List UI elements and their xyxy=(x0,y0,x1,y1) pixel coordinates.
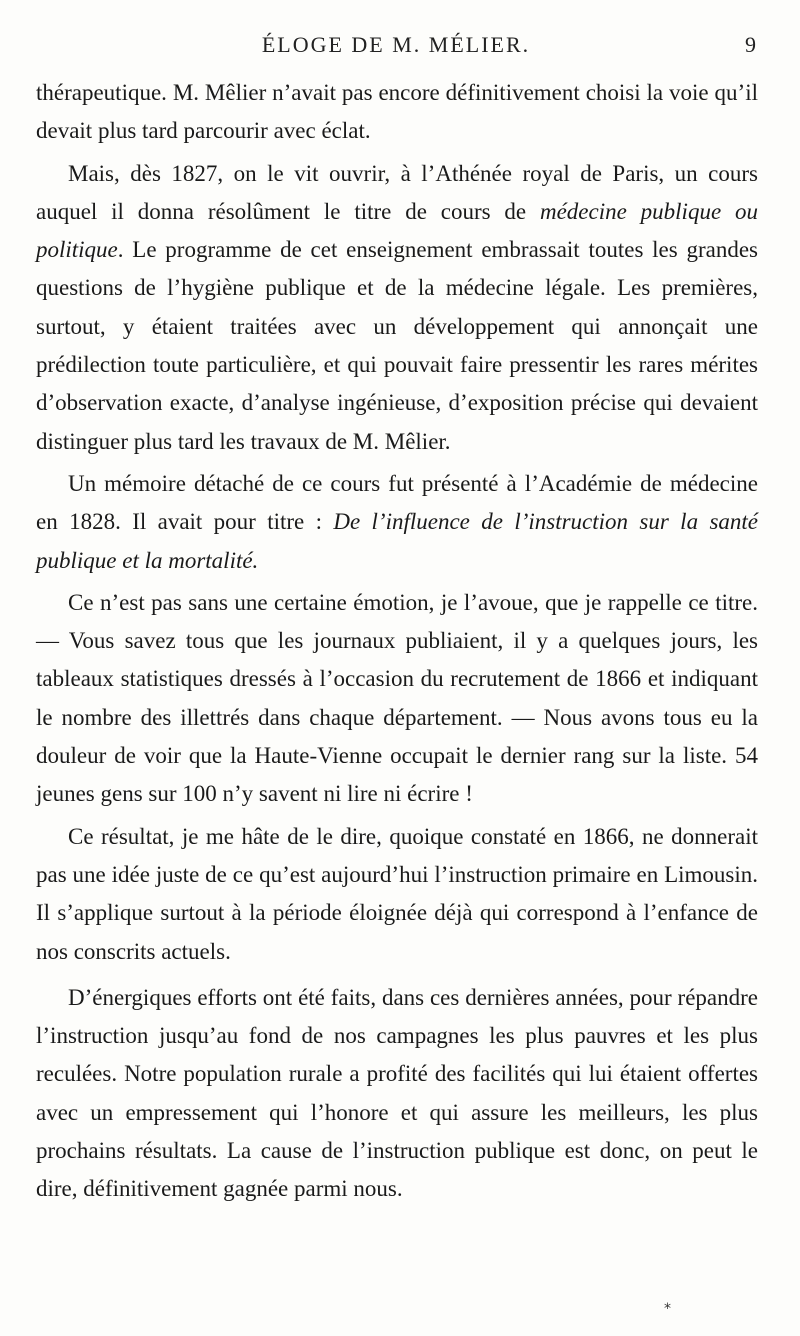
running-head xyxy=(36,30,756,64)
italic-course-title: médecine publique ou politique xyxy=(36,198,758,263)
text-segment: Ce n’est pas sans une certaine émotion, je l’avoue, que je rappelle ce titre. — Vous savez tous que les journaux publiaient, il y a quelques jours, les tableaux statistiques dressés à l’occasion du recrutement de 1866 et indiquant le nombre des illettrés dans chaque département. — Nous avons tous eu la douleur de voir que la Haute-Vienne occupait le dernier rang sur la liste. 54 jeunes gens sur 100 n’y savent ni lire ni écrire ! xyxy=(36,589,758,807)
paragraph-memoire-1828 xyxy=(36,465,758,580)
page-number: 9 xyxy=(745,32,756,57)
paragraph-continuation xyxy=(36,74,758,151)
text-segment: D’énergiques efforts ont été faits, dans ces dernières années, pour répandre l’instruction jusqu’au fond de nos campagnes les plus pauvres et les plus reculées. Notre population rurale a profité des facilités qui lui étaient offertes avec un empressement qui l’honore et qui assure les meilleurs, les plus prochains résultats. La cause de l’instruction publique est donc, on peut le dire, définitivement gagnée parmi nous. xyxy=(36,984,758,1202)
paragraph-emotion xyxy=(36,584,758,814)
text-segment: Ce résultat, je me hâte de le dire, quoique constaté en 1866, ne donnerait pas une idée juste de ce qu’est aujourd’hui l’instruction primaire en Limousin. Il s’applique surtout à la période éloignée déjà qui correspond à l’enfance de nos conscrits actuels. xyxy=(36,823,758,964)
text-segment: Mais, dès 1827, on le vit ouvrir, à l’Athénée royal de Paris, un cours auquel il donna résolûment le titre de cours de xyxy=(36,160,758,224)
text-segment: . Le programme de cet enseignement embrassait toutes les grandes questions de l’hygiène publique et de la médecine légale. Les premières, surtout, y étaient traitées avec un développement qui annonçait une prédilection toute particulière, et qui pouvait faire pressentir les rares mérites d’observation exacte, d’analyse ingénieuse, d’exposition précise qui devaient distinguer plus tard les travaux de M. Mêlier. xyxy=(36,237,758,454)
italic-memoir-title: De l’influence de l’instruction sur la santé publique et la mortalité. xyxy=(36,509,758,573)
paragraph-resultat xyxy=(36,818,758,971)
text-segment: thérapeutique. M. Mêlier n’avait pas encore définitivement choisi la voie qu’il devait plus tard parcourir avec éclat. xyxy=(36,80,758,144)
text-segment: Un mémoire détaché de ce cours fut présenté à l’Académie de médecine en 1828. Il avait pour titre : xyxy=(36,470,758,535)
footer-star-mark: * xyxy=(664,1301,671,1317)
body-text xyxy=(36,74,758,1213)
paragraph-cours-1827 xyxy=(36,155,758,461)
paragraph-efforts xyxy=(36,979,758,1209)
running-title: ÉLOGE DE M. MÉLIER. xyxy=(261,32,531,57)
